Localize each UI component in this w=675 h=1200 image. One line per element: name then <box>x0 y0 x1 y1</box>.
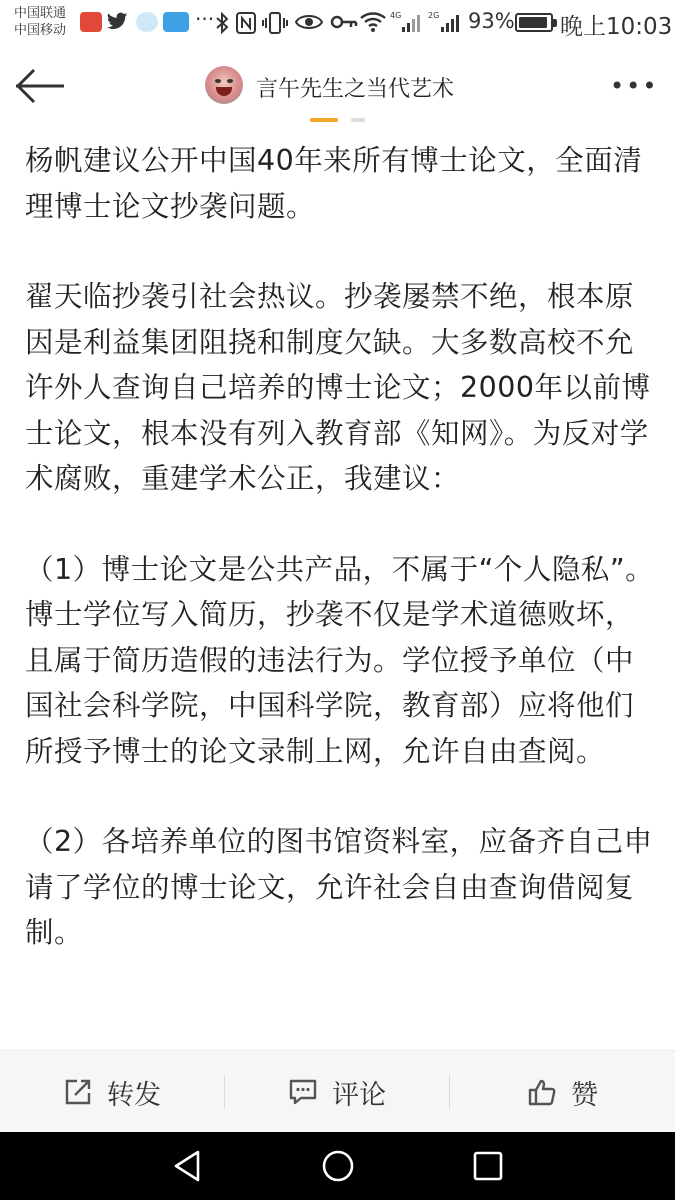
svg-text:2G: 2G <box>428 11 440 20</box>
clock: 晚上10:03 <box>560 14 673 40</box>
svg-text:4G: 4G <box>390 11 402 20</box>
avatar-mouth <box>216 87 232 96</box>
battery-fill <box>519 17 547 28</box>
repost-button[interactable] <box>0 1051 224 1133</box>
article-body <box>25 138 655 956</box>
repost-label: 转发 <box>107 1079 161 1111</box>
signal-4g-icon <box>390 10 420 34</box>
battery-icon <box>515 13 553 32</box>
wifi-icon <box>360 11 386 33</box>
paragraph-gap <box>25 502 655 547</box>
nav-home-icon[interactable] <box>318 1146 358 1186</box>
like-button[interactable] <box>450 1051 675 1133</box>
paragraph-gap <box>25 774 655 819</box>
signal-2g-icon <box>428 10 464 34</box>
action-bar <box>0 1050 675 1132</box>
paragraph: （1）博士论文是公共产品，不属于“个人隐私”。博士学位写入简历，抄袭不仅是学术道德败坏，且属于简历造假的违法行为。学位授予单位（中国社会科学院，中国科学院，教育部）应将他们所授予博士的论文录制上网，允许自由查阅。 <box>25 552 655 768</box>
comment-button[interactable] <box>225 1051 449 1133</box>
weibo-app-icon <box>163 12 189 32</box>
avatar-eye-left <box>215 79 221 83</box>
more-dots-icon: ··· <box>195 7 215 31</box>
status-bar <box>0 0 675 46</box>
nfc-icon <box>236 12 256 34</box>
twitter-icon <box>106 12 128 32</box>
more-options-button[interactable]: ••• <box>610 72 659 100</box>
zhihu-app-icon <box>80 12 102 32</box>
page-title[interactable]: 言午先生之当代艺术 <box>256 77 455 102</box>
vibrate-icon <box>262 11 288 35</box>
carrier-info <box>14 5 66 39</box>
battery-percent: 93% <box>468 9 515 33</box>
system-nav-bar <box>0 1132 675 1200</box>
avatar[interactable] <box>205 66 243 104</box>
paragraph: 杨帆建议公开中国40年来所有博士论文，全面清理博士论文抄袭问题。 <box>25 144 643 223</box>
header <box>0 46 675 126</box>
comment-icon <box>288 1077 318 1107</box>
comment-label: 评论 <box>332 1079 386 1111</box>
bluetooth-icon <box>215 12 229 34</box>
paragraph-gap <box>25 229 655 274</box>
repost-icon <box>63 1077 93 1107</box>
carrier-2: 中国移动 <box>14 23 67 38</box>
tab-indicator-inactive[interactable] <box>351 118 365 122</box>
thumbs-up-icon <box>527 1077 557 1107</box>
key-icon <box>330 14 358 30</box>
carrier-1: 中国联通 <box>14 6 67 21</box>
like-label: 赞 <box>571 1079 598 1111</box>
avatar-eye-right <box>227 79 233 83</box>
paragraph: （2）各培养单位的图书馆资料室，应备齐自己申请了学位的博士论文，允许社会自由查询借阅复制。 <box>25 825 653 949</box>
back-arrow-icon[interactable] <box>14 68 66 104</box>
tab-indicator-active[interactable] <box>310 118 338 122</box>
eye-icon <box>295 13 323 31</box>
app-icon <box>136 12 158 32</box>
nav-recents-icon[interactable] <box>468 1146 508 1186</box>
paragraph: 翟天临抄袭引社会热议。抄袭屡禁不绝，根本原因是利益集团阻挠和制度欠缺。大多数高校不允许外人查询自己培养的博士论文；2000年以前博士论文，根本没有列入教育部《知网》。为反对学术腐败，重建学术公正，我建议： <box>25 280 651 495</box>
nav-back-icon[interactable] <box>168 1146 208 1186</box>
